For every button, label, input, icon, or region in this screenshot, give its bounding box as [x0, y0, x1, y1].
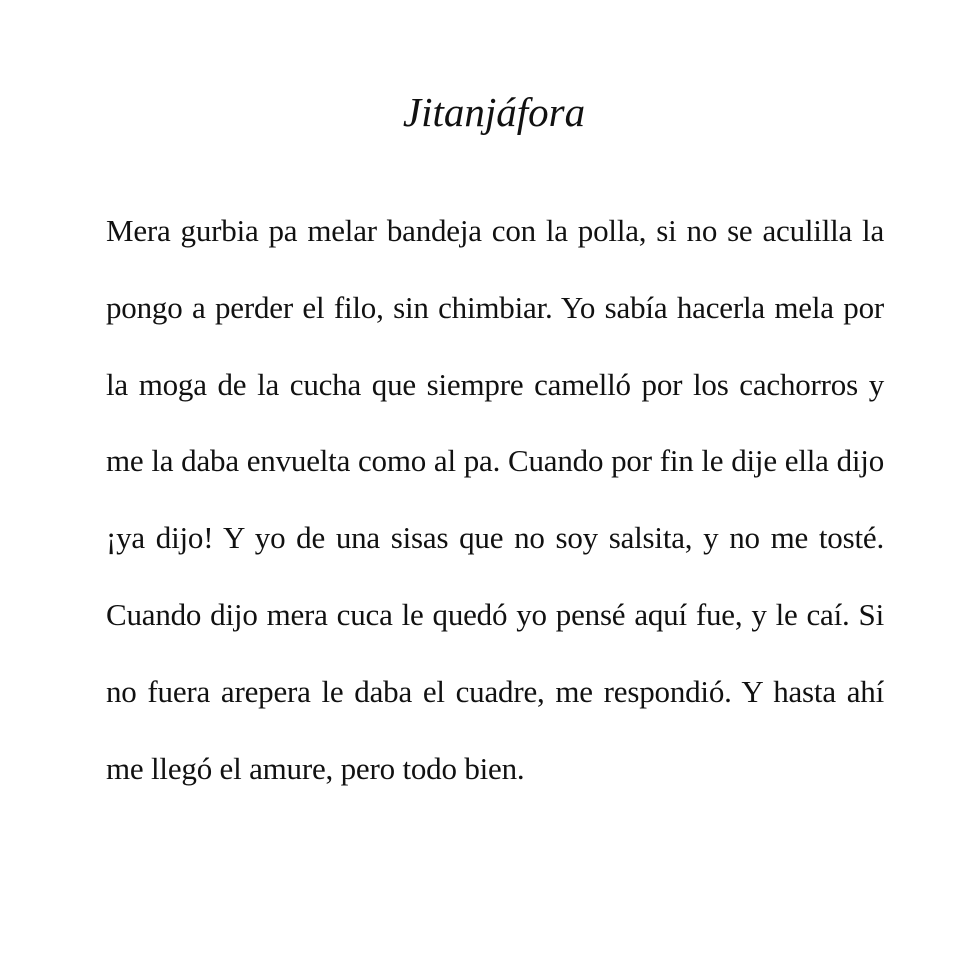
document-paragraph: Mera gurbia pa melar bandeja con la polla, si no se aculilla la pongo a perder el filo, sin chimbiar. Yo sabía hacerla mela por la moga de la cucha que siempre camelló por los cachorros y me la daba envuelta como al pa. Cuando por fin le dije ella dijo ¡ya dijo! Y yo de una sisas que no soy salsita, y no me tosté. Cuando dijo mera cuca le quedó yo pensé aquí fue, y le caí. Si no fuera arepera le daba el cuadre, me respondió. Y hasta ahí me llegó el amure, pero todo bien.: [106, 213, 884, 786]
document-title: Jitanjáfora: [402, 89, 586, 135]
